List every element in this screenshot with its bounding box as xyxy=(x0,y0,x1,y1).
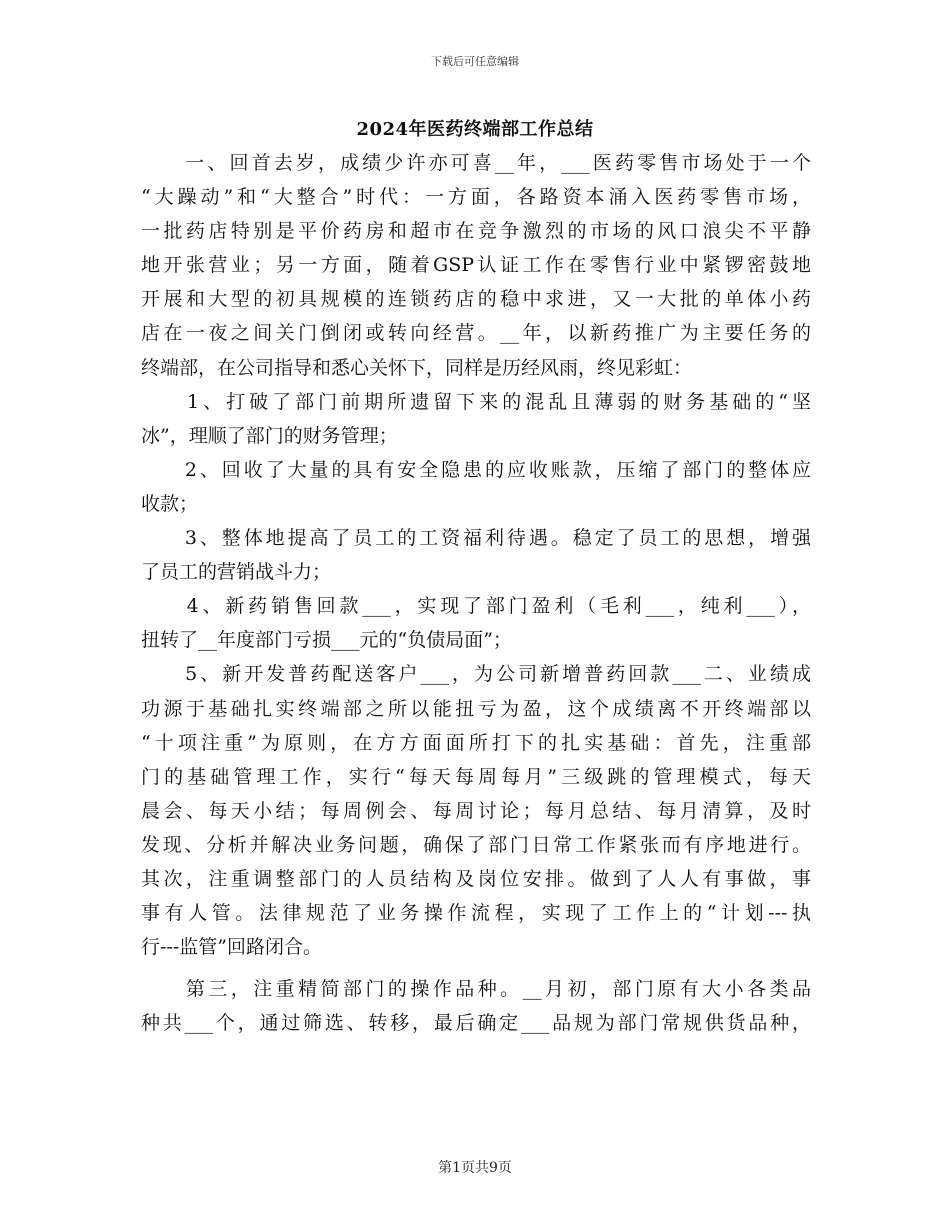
body-line: 4、新药销售回款___，实现了部门盈利（毛利___，纯利___）， xyxy=(141,595,811,618)
body-line: 收款； xyxy=(141,492,199,515)
body-line: 地开张营业；另一方面，随着GSP认证工作在零售行业中紧锣密鼓地 xyxy=(141,254,811,277)
body-line: 开展和大型的初具规模的连锁药店的稳中求进，又一大批的单体小药 xyxy=(141,288,811,311)
body-line: 一批药店特别是平价药房和超市在竞争激烈的市场的风口浪尖不平静 xyxy=(141,220,811,243)
body-line: 种共___个，通过筛选、转移，最后确定___品规为部门常规供货品种， xyxy=(141,1012,811,1035)
body-line: 3、整体地提高了员工的工资福利待遇。稳定了员工的思想，增强 xyxy=(141,527,811,550)
body-line: 其次，注重调整部门的人员结构及岗位安排。做到了人人有事做，事 xyxy=(141,867,811,890)
body-line: 终端部，在公司指导和悉心关怀下，同样是历经风雨，终见彩虹： xyxy=(141,356,693,379)
body-line: 扭转了__年度部门亏损___元的“负债局面”； xyxy=(141,629,512,652)
body-line: 冰”，理顺了部门的财务管理； xyxy=(141,424,398,447)
body-line: 功源于基础扎实终端部之所以能扭亏为盈，这个成绩离不开终端部以 xyxy=(141,697,811,720)
body-line: 1、打破了部门前期所遗留下来的混乱且薄弱的财务基础的“坚 xyxy=(141,390,811,413)
body-line: 行---监管”回路闭合。 xyxy=(141,936,322,959)
document-title: 2024年医药终端部工作总结 xyxy=(356,119,594,140)
body-line: 一、回首去岁，成绩少许亦可喜__年，___医药零售市场处于一个 xyxy=(141,152,811,174)
body-line: 门的基础管理工作，实行“每天每周每月”三级跳的管理模式，每天 xyxy=(141,765,811,788)
body-line: 事有人管。法律规范了业务操作流程，实现了工作上的“计划---执 xyxy=(141,902,811,925)
body-line: 店在一夜之间关门倒闭或转向经营。__年，以新药推广为主要任务的 xyxy=(141,322,811,345)
body-line: “大躁动”和“大整合”时代：一方面，各路资本涌入医药零售市场， xyxy=(141,186,811,209)
body-line: 2、回收了大量的具有安全隐患的应收账款，压缩了部门的整体应 xyxy=(141,458,811,481)
body-line: 5、新开发普药配送客户___，为公司新增普药回款___二、业绩成 xyxy=(141,663,811,686)
document-body xyxy=(141,146,811,1040)
body-line: 了员工的营销战斗力； xyxy=(141,561,332,584)
page-footer: 第1页共9页 xyxy=(438,1160,512,1176)
body-line: 晨会、每天小结；每周例会、每周讨论；每月总结、每月清算，及时 xyxy=(141,799,811,822)
body-line: 第三，注重精简部门的操作品种。__月初，部门原有大小各类品 xyxy=(141,978,811,1001)
body-line: 发现、分析并解决业务问题，确保了部门日常工作紧张而有序地进行。 xyxy=(141,833,811,856)
header-note: 下载后可任意编辑 xyxy=(431,55,519,68)
body-line: “十项注重”为原则，在方方面面所打下的扎实基础：首先，注重部 xyxy=(141,731,811,754)
